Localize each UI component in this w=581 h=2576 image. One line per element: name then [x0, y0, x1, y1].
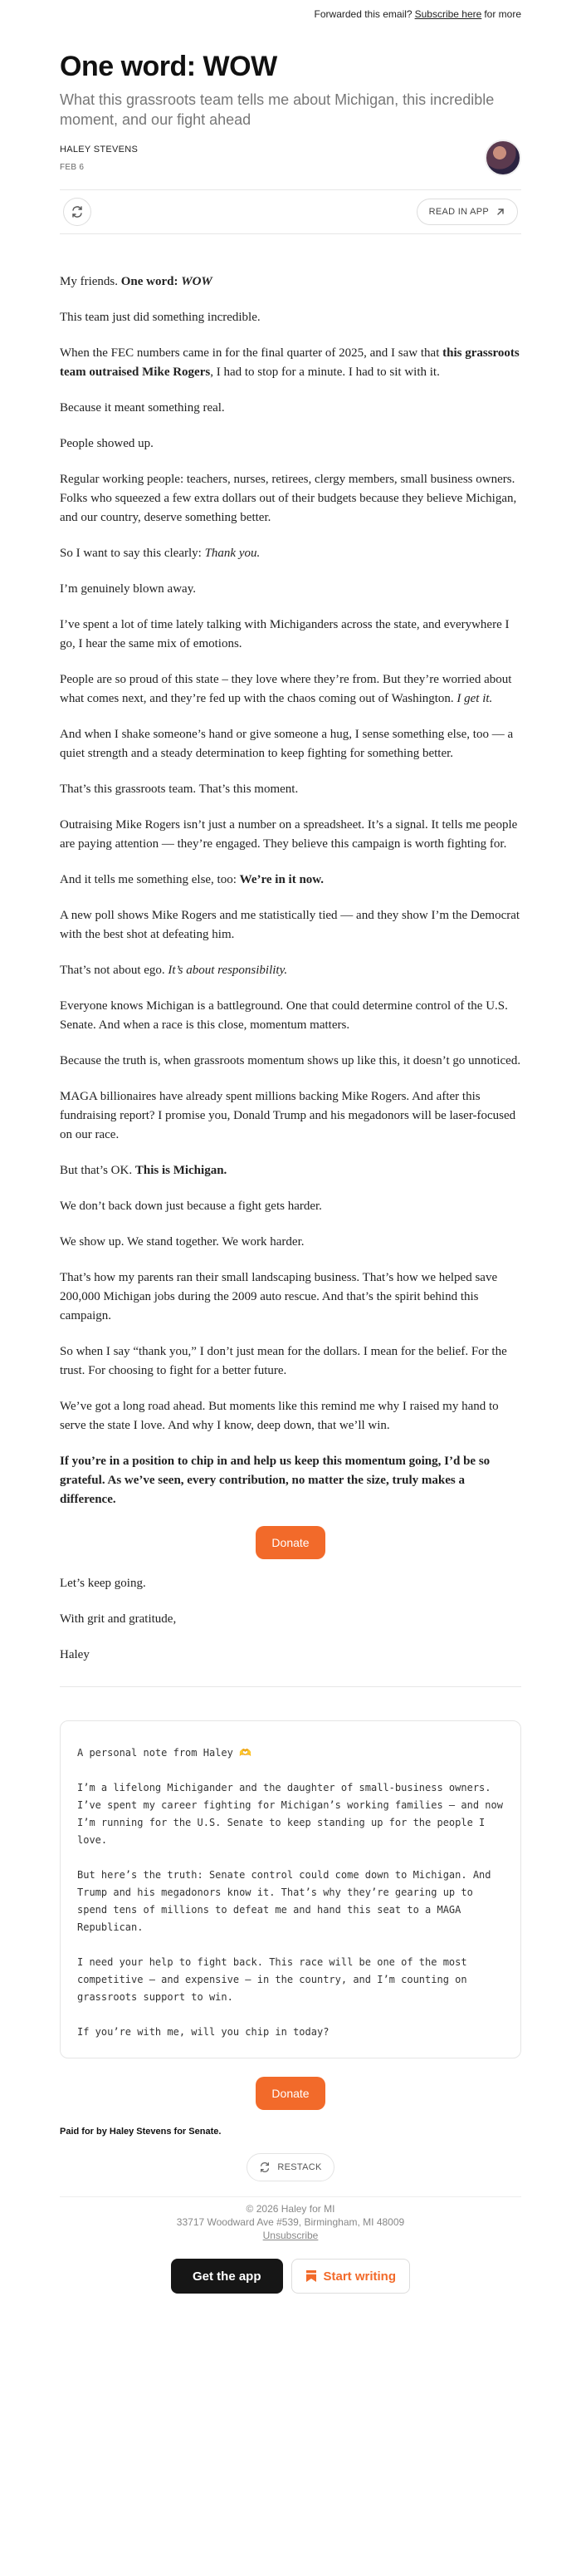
donate-button-2[interactable]: Donate [256, 2077, 325, 2110]
donate-wrap-2 [60, 2077, 521, 2110]
post-actions [60, 189, 521, 234]
paragraph: And it tells me something else, too: We’re in it now. [60, 873, 325, 886]
start-writing-label: Start writing [323, 2269, 397, 2284]
paragraph: Let’s keep going. [60, 1577, 146, 1590]
paragraph: Everyone knows Michigan is a battleground. One that could determine control of the U.S. Senate. And when a race is this close, momentum matters. [60, 999, 508, 1032]
paragraph: If you’re in a position to chip in and help us keep this momentum going, I’d be so grateful. As we’ve seen, every contribution, no matter the size, truly makes a difference. [60, 1455, 491, 1506]
paragraph: That’s how my parents ran their small landscaping business. That’s how we helped save 200,000 Michigan jobs during the 2009 auto rescue. And that’s the spirit behind this campaign. [60, 1271, 498, 1322]
footer [60, 2196, 521, 2242]
paragraph: A new poll shows Mike Rogers and me statistically tied — and they show I’m the Democrat with the best shot at defeating him. [60, 909, 520, 941]
paid-for-disclaimer: Paid for by Haley Stevens for Senate. [60, 2127, 222, 2137]
app-buttons [60, 2259, 521, 2294]
note-heading: A personal note from Haley 🫶 [77, 1747, 252, 1759]
restack-wrap [60, 2153, 521, 2181]
forwarded-text: Forwarded this email? [314, 8, 413, 20]
personal-note-box [60, 1720, 521, 2058]
post-date: FEB 6 [60, 162, 85, 172]
paragraph: People showed up. [60, 437, 154, 450]
forwarded-suffix: for more [484, 8, 521, 20]
paragraph: Because it meant something real. [60, 401, 225, 415]
byline [60, 140, 521, 176]
paragraph: Regular working people: teachers, nurses, retirees, clergy members, small business owners. Folks who squeezed a few extra dollars out of their budgets because they believe Michigan, and our country, deserve something better. [60, 473, 517, 524]
divider [60, 1686, 521, 1687]
paragraph: We’ve got a long road ahead. But moments like this remind me why I raised my hand to serve the state I love. And why I know, deep down, that we’ll win. [60, 1400, 499, 1432]
paragraph: But that’s OK. This is Michigan. [60, 1164, 227, 1177]
donate-button[interactable]: Donate [256, 1526, 325, 1559]
start-writing-button[interactable] [291, 2259, 411, 2294]
note-paragraph: If you’re with me, will you chip in today? [77, 2026, 330, 2038]
post-title: One word: WOW [60, 51, 277, 82]
restack-label: RESTACK [277, 2162, 322, 2172]
arrow-up-right-icon [496, 207, 505, 217]
paragraph: And when I shake someone’s hand or give someone a hug, I sense something else, too — a quiet strength and a steady determination to keep fighting for something better. [60, 728, 514, 760]
restack-button[interactable] [63, 198, 91, 226]
signature: Haley [60, 1648, 90, 1661]
post-container [60, 50, 521, 2294]
get-app-button[interactable]: Get the app [171, 2259, 283, 2294]
note-paragraph: But here’s the truth: Senate control could come down to Michigan. And Trump and his megadonors know it. That’s why they’re gearing up to spend tens of millions to defeat me and hand this seat to a MAGA Republican. [77, 1869, 491, 1933]
address: 33717 Woodward Ave #539, Birmingham, MI 48009 [176, 2216, 405, 2228]
post-subtitle: What this grassroots team tells me about Michigan, this incredible moment, and our fight ahead [60, 91, 495, 128]
bookmark-icon [305, 2269, 317, 2283]
subscribe-link[interactable]: Subscribe here [414, 8, 482, 20]
paragraph: With grit and gratitude, [60, 1612, 177, 1626]
paragraph: People are so proud of this state – they love where they’re from. But they’re worried about what comes next, and they’re fed up with the chaos coming out of Washington. I get it. [60, 673, 512, 705]
note-paragraph: I need your help to fight back. This race will be one of the most competitive – and expensive – in the country, and I’m counting on grassroots support to win. [77, 1956, 467, 2003]
author-name[interactable]: HALEY STEVENS [60, 144, 139, 155]
copyright: © 2026 Haley for MI [246, 2203, 335, 2215]
paragraph: That’s not about ego. It’s about responsibility. [60, 964, 288, 977]
paragraph: We don’t back down just because a fight gets harder. [60, 1200, 322, 1213]
paragraph: We show up. We stand together. We work harder. [60, 1235, 305, 1249]
note-paragraph: I’m a lifelong Michigander and the daughter of small-business owners. I’ve spent my career fighting for Michigan’s working families – and now I’m running for the U.S. Senate to keep standing up for the people I love. [77, 1782, 503, 1846]
paragraph: My friends. One word: WOW [60, 275, 212, 288]
author-avatar[interactable] [485, 140, 521, 176]
read-in-app-label: READ IN APP [428, 207, 489, 217]
paragraph: This team just did something incredible. [60, 311, 261, 324]
paragraph: When the FEC numbers came in for the final quarter of 2025, and I saw that this grassroots team outraised Mike Rogers, I had to stop for a minute. I had to sit with it. [60, 346, 520, 379]
unsubscribe-link[interactable]: Unsubscribe [262, 2230, 319, 2241]
paragraph: Because the truth is, when grassroots momentum shows up like this, it doesn’t go unnoticed. [60, 1054, 521, 1067]
paragraph: I’ve spent a lot of time lately talking with Michiganders across the state, and everywhere I go, I hear the same mix of emotions. [60, 618, 510, 650]
paragraph: MAGA billionaires have already spent millions backing Mike Rogers. And after this fundraising report? I promise you, Donald Trump and his megadonors will be laser-focused on our race. [60, 1090, 516, 1141]
paragraph: So I want to say this clearly: Thank you. [60, 547, 261, 560]
restack-icon [259, 2161, 271, 2173]
restack-icon [71, 205, 84, 218]
read-in-app-button[interactable] [417, 199, 518, 225]
donate-wrap [60, 1526, 521, 1559]
paragraph: I’m genuinely blown away. [60, 582, 196, 596]
paragraph: Outraising Mike Rogers isn’t just a number on a spreadsheet. It’s a signal. It tells me people are paying attention — they’re engaged. They believe this campaign is worth fighting for. [60, 818, 518, 851]
post-body [60, 272, 521, 1665]
forwarded-bar [0, 0, 581, 28]
paragraph: That’s this grassroots team. That’s this moment. [60, 783, 299, 796]
restack-footer-button[interactable] [247, 2153, 334, 2181]
paragraph: So when I say “thank you,” I don’t just mean for the dollars. I mean for the belief. For the trust. For choosing to fight for a better future. [60, 1345, 507, 1377]
